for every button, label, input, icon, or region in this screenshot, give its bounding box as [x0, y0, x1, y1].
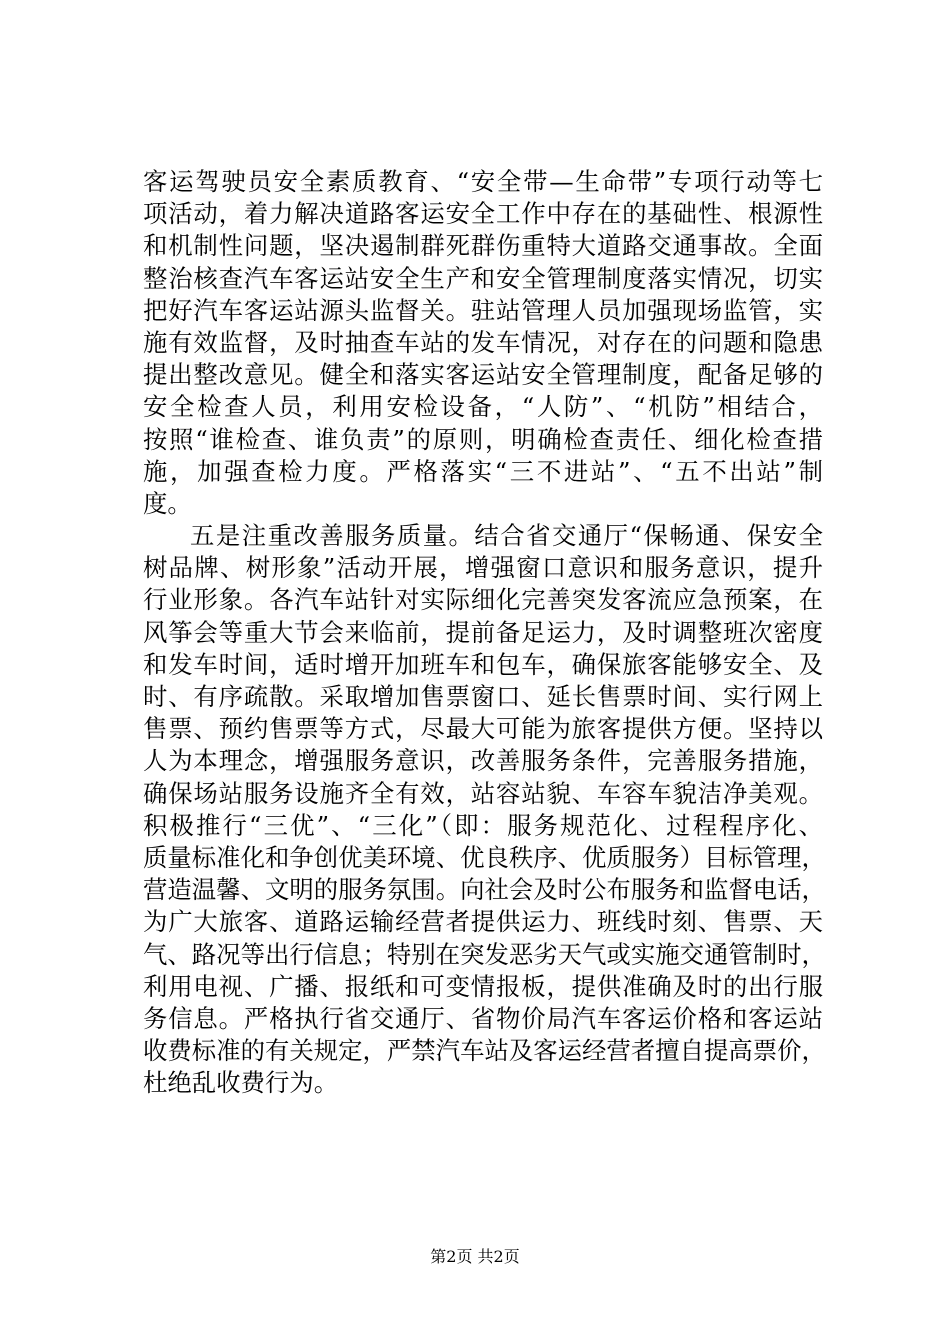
text-line: 务信息。严格执行省交通厅、省物价局汽车客运价格和客运站 — [143, 1003, 823, 1033]
text-line: 积极推行“三优”、“三化”（即：服务规范化、过程程序化、 — [143, 810, 823, 840]
body-text — [143, 166, 826, 1099]
text-line: 利用电视、广播、报纸和可变情报板，提供准确及时的出行服 — [143, 971, 823, 1001]
text-line: 气、路况等出行信息；特别在突发恶劣天气或实施交通管制时， — [143, 939, 826, 969]
text-line: 为广大旅客、道路运输经营者提供运力、班线时刻、售票、天 — [143, 907, 823, 937]
text-line: 人为本理念，增强服务意识，改善服务条件，完善服务措施， — [143, 746, 823, 776]
text-line: 项活动，着力解决道路客运安全工作中存在的基础性、根源性 — [143, 199, 823, 229]
text-line: 营造温馨、文明的服务氛围。向社会及时公布服务和监督电话， — [143, 875, 826, 905]
text-line: 客运驾驶员安全素质教育、“安全带—生命带”专项行动等七 — [143, 167, 823, 196]
text-line: 和机制性问题，坚决遏制群死群伤重特大道路交通事故。全面 — [143, 231, 823, 261]
text-line: 安全检查人员，利用安检设备，“人防”、“机防”相结合， — [143, 392, 823, 422]
text-line: 收费标准的有关规定，严禁汽车站及客运经营者擅自提高票价， — [143, 1036, 826, 1066]
text-line: 树品牌、树形象”活动开展，增强窗口意识和服务意识，提升 — [143, 553, 823, 583]
text-line: 和发车时间，适时增开加班车和包车，确保旅客能够安全、及 — [143, 649, 823, 679]
text-line: 提出整改意见。健全和落实客运站安全管理制度，配备足够的 — [143, 360, 823, 390]
text-line: 杜绝乱收费行为。 — [143, 1068, 339, 1098]
text-line: 售票、预约售票等方式，尽最大可能为旅客提供方便。坚持以 — [143, 714, 823, 744]
paragraph-1 — [143, 166, 823, 520]
page-number-footer: 第2页 共2页 — [430, 1247, 520, 1266]
text-line: 整治核查汽车客运站安全生产和安全管理制度落实情况，切实 — [143, 263, 823, 293]
text-line: 按照“谁检查、谁负责”的原则，明确检查责任、细化检查措 — [143, 424, 823, 454]
text-line: 把好汽车客运站源头监督关。驻站管理人员加强现场监管，实 — [143, 295, 823, 325]
text-line: 施有效监督，及时抽查车站的发车情况，对存在的问题和隐患 — [143, 327, 823, 357]
text-line: 五是注重改善服务质量。结合省交通厅“保畅通、保安全 — [190, 521, 823, 551]
text-line: 质量标准化和争创优美环境、优良秩序、优质服务）目标管理， — [143, 842, 826, 872]
text-line: 风筝会等重大节会来临前，提前备足运力，及时调整班次密度 — [143, 617, 823, 647]
text-line: 行业形象。各汽车站针对实际细化完善突发客流应急预案，在 — [143, 585, 823, 615]
text-line: 确保场站服务设施齐全有效，站容站貌、车容车貌洁净美观。 — [143, 778, 823, 808]
text-line: 度。 — [143, 488, 192, 518]
paragraph-2 — [143, 520, 826, 1099]
text-line: 施，加强查检力度。严格落实“三不进站”、“五不出站”制 — [143, 456, 823, 486]
text-line: 时、有序疏散。采取增加售票窗口、延长售票时间、实行网上 — [143, 682, 823, 711]
